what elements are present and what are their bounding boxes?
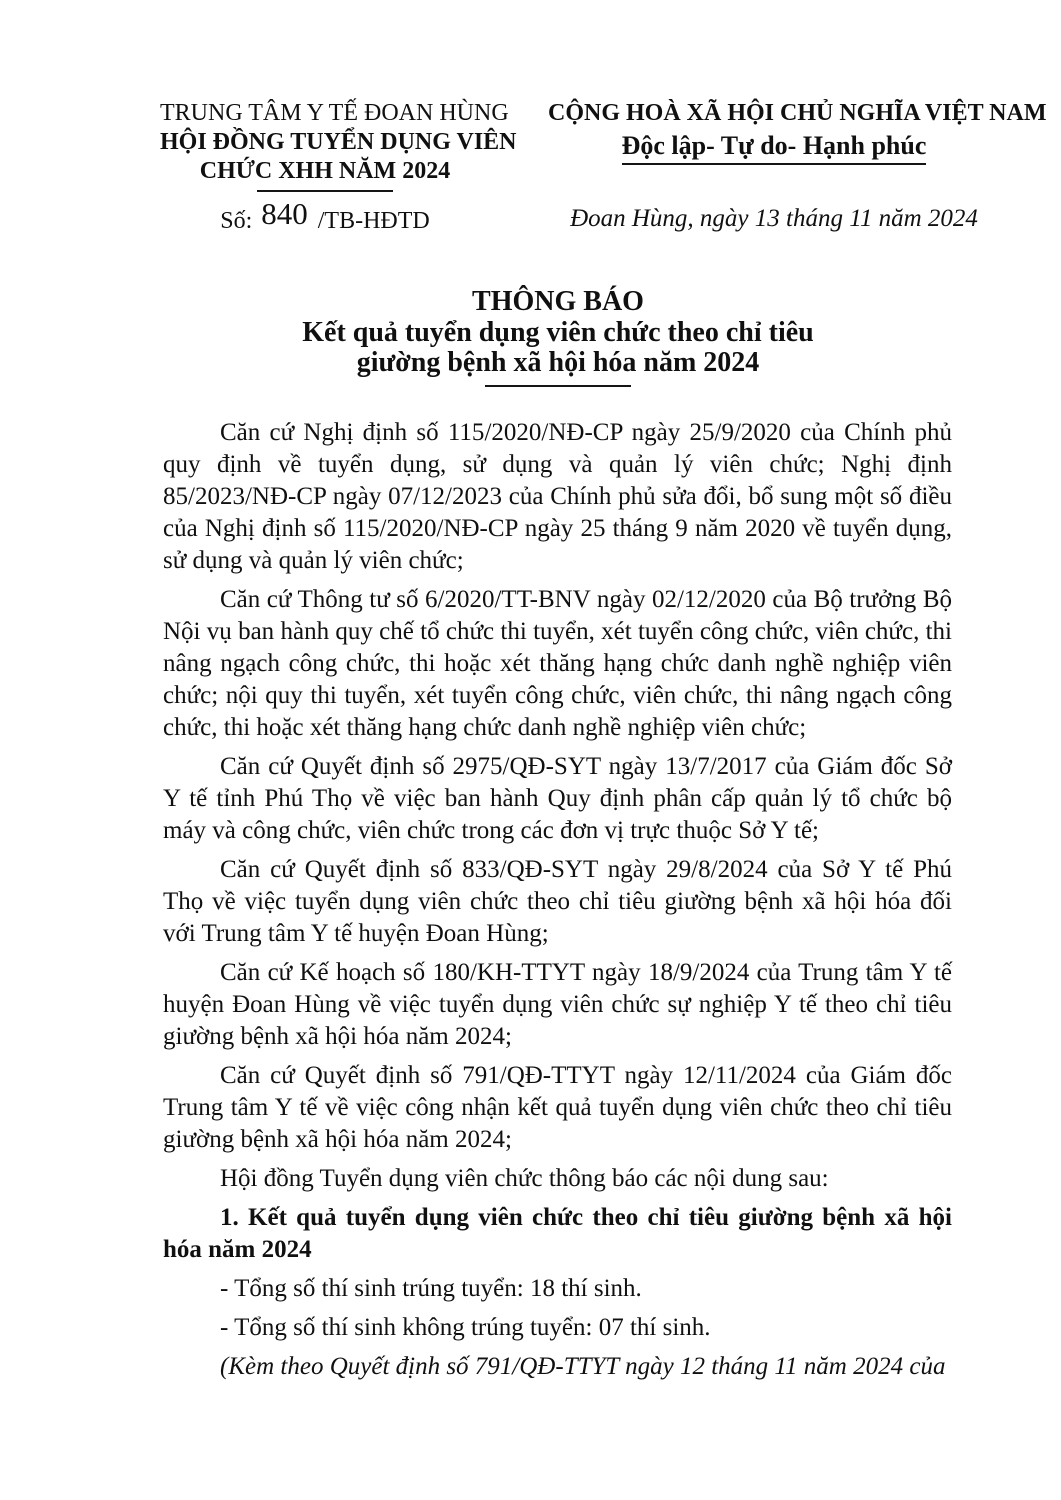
place-date-line: Đoan Hùng, ngày 13 tháng 11 năm 2024 bbox=[570, 205, 978, 232]
document-title-block bbox=[163, 286, 953, 387]
document-body bbox=[163, 417, 952, 1383]
attachment-note: (Kèm theo Quyết định số 791/QĐ-TTYT ngày 12 tháng 11 năm 2024 của bbox=[220, 1353, 946, 1380]
national-motto bbox=[548, 130, 1000, 165]
legal-basis-paragraph: Căn cứ Nghị định số 115/2020/NĐ-CP ngày 25/9/2020 của Chính phủ quy định về tuyển dụng, sử dụng và quản lý viên chức; Nghị định 85/2023/NĐ-CP ngày 07/12/2023 của Chính phủ sửa đổi, bổ sung một số điều của Nghị định số 115/2020/NĐ-CP ngày 25 tháng 9 năm 2020 về tuyển dụng, sử dụng và quản lý viên chức; bbox=[163, 419, 952, 574]
country-name: CỘNG HOÀ XÃ HỘI CHỦ NGHĨA VIỆT NAM bbox=[548, 100, 1047, 126]
legal-basis-paragraph: Căn cứ Quyết định số 833/QĐ-SYT ngày 29/8/2024 của Sở Y tế Phú Thọ về việc tuyển dụng viên chức theo chỉ tiêu giường bệnh xã hội hóa đối với Trung tâm Y tế huyện Đoan Hùng; bbox=[163, 856, 952, 947]
document-number-suffix: /TB-HĐTD bbox=[317, 208, 430, 234]
national-motto-text: Độc lập- Tự do- Hạnh phúc bbox=[622, 130, 927, 165]
document-subtitle-line2: giường bệnh xã hội hóa năm 2024 bbox=[356, 347, 760, 378]
authority-council-line2: CHỨC XHH NĂM 2024 bbox=[199, 158, 451, 184]
result-passed-line: - Tổng số thí sinh trúng tuyển: 18 thí sinh. bbox=[220, 1275, 642, 1302]
authority-council-line1: HỘI ĐỒNG TUYỂN DỤNG VIÊN bbox=[160, 129, 517, 155]
authority-parent-org: TRUNG TÂM Y TẾ ĐOAN HÙNG bbox=[160, 100, 509, 126]
legal-basis-paragraph: Căn cứ Thông tư số 6/2020/TT-BNV ngày 02/12/2020 của Bộ trưởng Bộ Nội vụ ban hành quy chế tổ chức thi tuyển, xét tuyển công chức, viên chức, thi nâng ngạch công chức, thi hoặc xét thăng hạng chức danh nghề nghiệp viên chức; nội quy thi tuyển, xét tuyển công chức, viên chức, thi nâng ngạch công chức, thi hoặc xét thăng hạng chức danh nghề nghiệp viên chức; bbox=[163, 586, 952, 741]
legal-basis-paragraph: Căn cứ Kế hoạch số 180/KH-TTYT ngày 18/9/2024 của Trung tâm Y tế huyện Đoan Hùng về việc tuyển dụng viên chức sự nghiệp Y tế theo chỉ tiêu giường bệnh xã hội hóa năm 2024; bbox=[163, 959, 952, 1050]
document-number-prefix: Số: bbox=[220, 208, 253, 234]
document-number-line bbox=[160, 196, 490, 236]
legal-basis-paragraph: Căn cứ Quyết định số 791/QĐ-TTYT ngày 12/11/2024 của Giám đốc Trung tâm Y tế về việc công nhận kết quả tuyển dụng viên chức theo chỉ tiêu giường bệnh xã hội hóa năm 2024; bbox=[163, 1062, 952, 1153]
issuing-authority-block bbox=[160, 99, 517, 236]
title-underline bbox=[485, 385, 631, 387]
document-subtitle-line1: Kết quả tuyển dụng viên chức theo chỉ tiêu bbox=[302, 317, 814, 348]
result-failed-line: - Tổng số thí sinh không trúng tuyển: 07 thí sinh. bbox=[220, 1314, 711, 1341]
legal-basis-paragraph: Căn cứ Quyết định số 2975/QĐ-SYT ngày 13/7/2017 của Giám đốc Sở Y tế tỉnh Phú Thọ về việc ban hành Quy định phân cấp quản lý tổ chức bộ máy và công chức, viên chức trong các đơn vị trực thuộc Sở Y tế; bbox=[163, 753, 952, 844]
authority-underline bbox=[257, 190, 393, 192]
document-number-value: 840 bbox=[261, 196, 308, 231]
national-header-block bbox=[548, 99, 1047, 233]
section-1-heading: 1. Kết quả tuyển dụng viên chức theo chỉ tiêu giường bệnh xã hội hóa năm 2024 bbox=[163, 1204, 952, 1263]
document-title: THÔNG BÁO bbox=[472, 286, 644, 317]
announcement-intro: Hội đồng Tuyển dụng viên chức thông báo các nội dung sau: bbox=[220, 1165, 829, 1192]
